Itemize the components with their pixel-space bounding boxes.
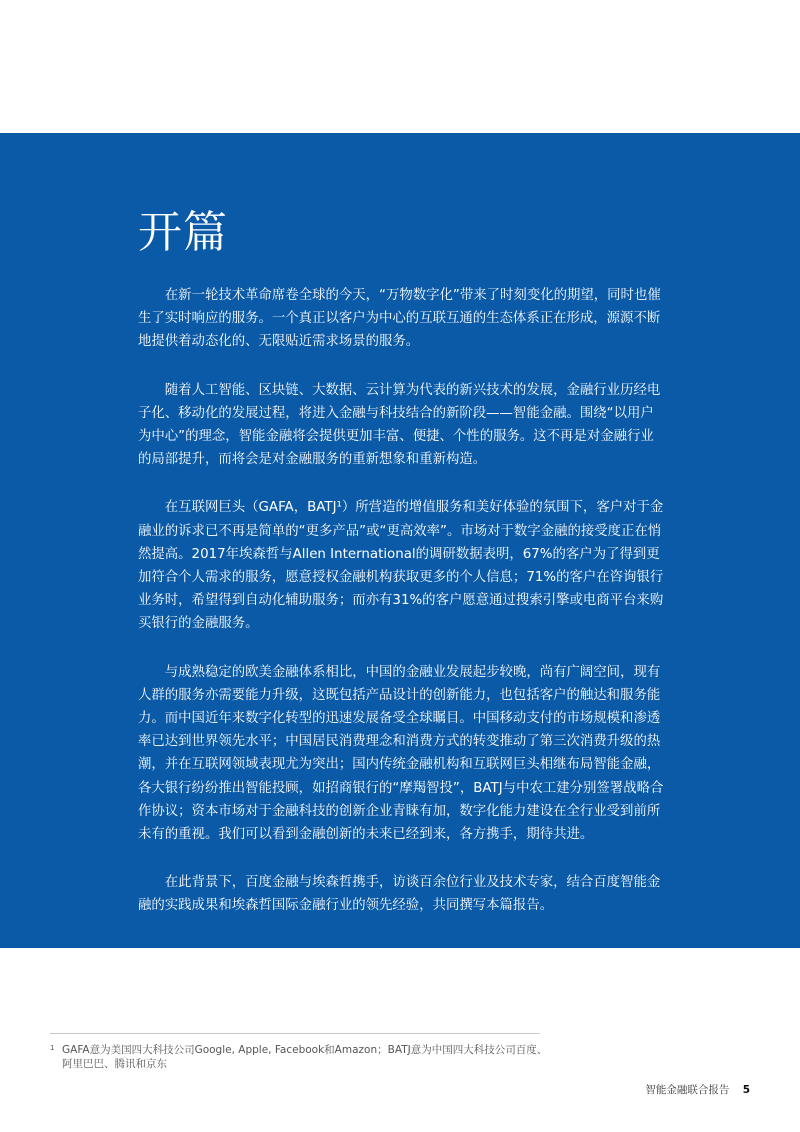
page-number: 5 — [742, 1084, 750, 1096]
footnote — [50, 1043, 550, 1071]
page-title: 开篇 — [138, 207, 228, 258]
footnote-marker: 1 — [50, 1044, 55, 1052]
page-footer — [645, 1082, 750, 1097]
footnote-text: GAFA意为美国四大科技公司Google, Apple, Facebook和Amazon；BATJ意为中国四大科技公司百度、阿里巴巴、腾讯和京东 — [62, 1044, 548, 1070]
paragraph-2: 随着人工智能、区块链、大数据、云计算为代表的新兴技术的发展，金融行业历经电子化、移动化的发展过程，将进入金融与科技结合的新阶段——智能金融。围绕“以用户为中心”的理念，智能金融将会提供更加丰富、便捷、个性的服务。这不再是对金融行业的局部提升，而将会是对金融服务的重新想象和重新构造。 — [138, 382, 661, 468]
paragraph-1: 在新一轮技术革命席卷全球的今天，“万物数字化”带来了时刻变化的期望，同时也催生了实时响应的服务。一个真正以客户为中心的互联互通的生态体系正在形成，源源不断地提供着动态化的、无限贴近需求场景的服务。 — [138, 288, 661, 350]
footnote-divider — [50, 1033, 540, 1034]
body-text — [138, 284, 664, 943]
footer-report-title: 智能金融联合报告 — [645, 1084, 730, 1096]
paragraph-3: 在互联网巨头（GAFA，BATJ¹）所营造的增值服务和美好体验的氛围下，客户对于金融业的诉求已不再是简单的“更多产品”或“更高效率”。市场对于数字金融的接受度正在悄然提高。2017年埃森哲与Allen International的调研数据表明，67%的客户为了得到更加符合个人需求的服务，愿意授权金融机构获取更多的个人信息；71%的客户在咨询银行业务时，希望得到自动化辅助服务；而亦有31%的客户愿意通过搜索引擎或电商平台来购买银行的金融服务。 — [138, 500, 664, 632]
paragraph-4: 与成熟稳定的欧美金融体系相比，中国的金融业发展起步较晚，尚有广阔空间，现有人群的服务亦需要能力升级，这既包括产品设计的创新能力，也包括客户的触达和服务能力。而中国近年来数字化转型的迅速发展备受全球瞩目。中国移动支付的市场规模和渗透率已达到世界领先水平；中国居民消费理念和消费方式的转变推动了第三次消费升级的热潮，并在互联网领域表现尤为突出；国内传统金融机构和互联网巨头相继布局智能金融，各大银行纷纷推出智能投顾，如招商银行的“摩羯智投”，BATJ与中农工建分别签署战略合作协议；资本市场对于金融科技的创新企业青睐有加，数字化能力建设在全行业受到前所未有的重视。我们可以看到金融创新的未来已经到来，各方携手，期待共进。 — [138, 664, 664, 843]
paragraph-5: 在此背景下，百度金融与埃森哲携手，访谈百余位行业及技术专家，结合百度智能金融的实践成果和埃森哲国际金融行业的领先经验，共同撰写本篇报告。 — [138, 875, 661, 914]
